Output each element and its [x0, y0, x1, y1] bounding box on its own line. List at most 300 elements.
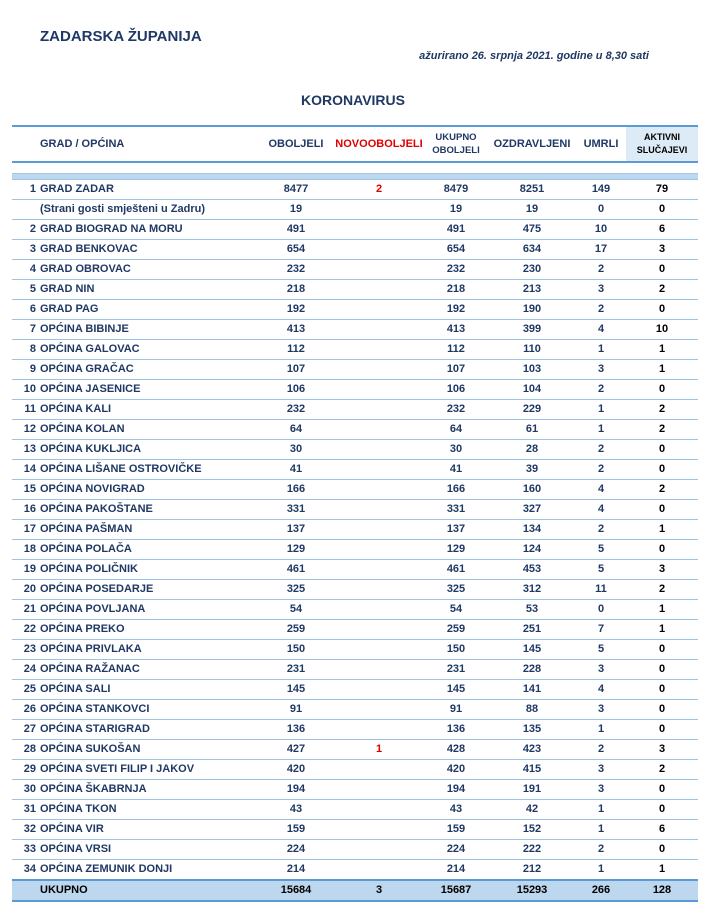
row-umrli: 1: [576, 860, 626, 881]
row-number: 25: [12, 680, 40, 700]
row-name: OPĆINA STARIGRAD: [40, 720, 258, 740]
updated-note: ažurirano 26. srpnja 2021. godine u 8,30 sati: [419, 50, 649, 62]
row-name: OPĆINA ŠKABRNJA: [40, 780, 258, 800]
row-novooboljeli: [334, 460, 424, 480]
row-ozdravljeni: 103: [488, 360, 576, 380]
row-name: OPĆINA ZEMUNIK DONJI: [40, 860, 258, 881]
row-novooboljeli: [334, 260, 424, 280]
row-novooboljeli: [334, 240, 424, 260]
table-row: [12, 520, 698, 540]
row-oboljeli: 427: [258, 740, 334, 760]
row-novooboljeli: [334, 500, 424, 520]
row-ozdravljeni: 145: [488, 640, 576, 660]
row-novooboljeli: [334, 660, 424, 680]
table-row: [12, 280, 698, 300]
row-aktivni: 0: [626, 300, 698, 320]
row-name: GRAD PAG: [40, 300, 258, 320]
row-ozdravljeni: 327: [488, 500, 576, 520]
table-row: [12, 860, 698, 881]
table-row: [12, 200, 698, 220]
row-ukupno: 325: [424, 580, 488, 600]
table-row: [12, 560, 698, 580]
row-aktivni: 0: [626, 780, 698, 800]
row-number: 15: [12, 480, 40, 500]
row-number: 1: [12, 180, 40, 200]
row-ozdravljeni: 228: [488, 660, 576, 680]
row-umrli: 4: [576, 480, 626, 500]
table-row: [12, 220, 698, 240]
row-umrli: 2: [576, 300, 626, 320]
col-header-aktivni: [626, 126, 698, 162]
table-body: [12, 162, 698, 880]
row-oboljeli: 420: [258, 760, 334, 780]
row-ukupno: 159: [424, 820, 488, 840]
row-aktivni: 0: [626, 380, 698, 400]
row-oboljeli: 259: [258, 620, 334, 640]
row-novooboljeli: [334, 720, 424, 740]
row-oboljeli: 30: [258, 440, 334, 460]
row-ukupno: 231: [424, 660, 488, 680]
row-oboljeli: 194: [258, 780, 334, 800]
table-row: [12, 540, 698, 560]
row-number: 18: [12, 540, 40, 560]
row-ozdravljeni: 312: [488, 580, 576, 600]
row-novooboljeli: [334, 760, 424, 780]
row-name: OPĆINA TKON: [40, 800, 258, 820]
row-novooboljeli: [334, 600, 424, 620]
table-row: [12, 680, 698, 700]
row-umrli: 3: [576, 760, 626, 780]
row-oboljeli: 64: [258, 420, 334, 440]
row-name: OPĆINA KUKLJICA: [40, 440, 258, 460]
table-row: [12, 740, 698, 760]
row-oboljeli: 214: [258, 860, 334, 881]
row-aktivni: 1: [626, 360, 698, 380]
row-number: 11: [12, 400, 40, 420]
row-oboljeli: 232: [258, 260, 334, 280]
row-umrli: 7: [576, 620, 626, 640]
row-number: 34: [12, 860, 40, 881]
row-number: [12, 200, 40, 220]
row-novooboljeli: [334, 520, 424, 540]
row-umrli: 1: [576, 340, 626, 360]
table-row: [12, 260, 698, 280]
row-ozdravljeni: 423: [488, 740, 576, 760]
total-novo: 3: [334, 880, 424, 901]
row-number: 23: [12, 640, 40, 660]
total-row: [12, 880, 698, 901]
row-name: OPĆINA KOLAN: [40, 420, 258, 440]
row-ozdravljeni: 39: [488, 460, 576, 480]
row-oboljeli: 159: [258, 820, 334, 840]
row-umrli: 2: [576, 840, 626, 860]
row-aktivni: 0: [626, 700, 698, 720]
row-number: 16: [12, 500, 40, 520]
row-ozdravljeni: 135: [488, 720, 576, 740]
row-ukupno: 30: [424, 440, 488, 460]
county-title: ZADARSKA ŽUPANIJA: [40, 28, 202, 45]
row-novooboljeli: [334, 780, 424, 800]
row-oboljeli: 150: [258, 640, 334, 660]
row-aktivni: 2: [626, 480, 698, 500]
row-umrli: 4: [576, 320, 626, 340]
row-novooboljeli: [334, 860, 424, 881]
row-aktivni: 0: [626, 800, 698, 820]
row-aktivni: 3: [626, 240, 698, 260]
cases-table: [12, 125, 698, 902]
row-aktivni: 2: [626, 760, 698, 780]
row-umrli: 5: [576, 540, 626, 560]
row-number: 22: [12, 620, 40, 640]
row-ukupno: 166: [424, 480, 488, 500]
row-ozdravljeni: 141: [488, 680, 576, 700]
row-oboljeli: 491: [258, 220, 334, 240]
row-ozdravljeni: 28: [488, 440, 576, 460]
col-header-aktivni-line1: AKTIVNI: [644, 132, 680, 142]
row-ukupno: 259: [424, 620, 488, 640]
row-name: OPĆINA SUKOŠAN: [40, 740, 258, 760]
row-umrli: 5: [576, 640, 626, 660]
row-aktivni: 2: [626, 400, 698, 420]
row-ukupno: 218: [424, 280, 488, 300]
col-header-umrli: UMRLI: [576, 126, 626, 162]
row-ukupno: 41: [424, 460, 488, 480]
row-number: 32: [12, 820, 40, 840]
row-number: 14: [12, 460, 40, 480]
table-row: [12, 580, 698, 600]
row-umrli: 1: [576, 820, 626, 840]
spacer-row: [12, 162, 698, 174]
row-novooboljeli: [334, 560, 424, 580]
total-oboljeli: 15684: [258, 880, 334, 901]
row-oboljeli: 41: [258, 460, 334, 480]
row-oboljeli: 192: [258, 300, 334, 320]
row-aktivni: 2: [626, 580, 698, 600]
row-umrli: 5: [576, 560, 626, 580]
row-umrli: 2: [576, 740, 626, 760]
row-aktivni: 6: [626, 820, 698, 840]
row-oboljeli: 331: [258, 500, 334, 520]
row-ozdravljeni: 251: [488, 620, 576, 640]
row-name: OPĆINA POSEDARJE: [40, 580, 258, 600]
row-novooboljeli: [334, 680, 424, 700]
row-ukupno: 136: [424, 720, 488, 740]
row-name: OPĆINA VIR: [40, 820, 258, 840]
row-ukupno: 91: [424, 700, 488, 720]
row-novooboljeli: [334, 420, 424, 440]
row-aktivni: 1: [626, 340, 698, 360]
row-novooboljeli: [334, 200, 424, 220]
row-name: OPĆINA VRSI: [40, 840, 258, 860]
table-row: [12, 480, 698, 500]
row-novooboljeli: [334, 300, 424, 320]
row-ozdravljeni: 212: [488, 860, 576, 881]
row-umrli: 3: [576, 660, 626, 680]
page-title: KORONAVIRUS: [301, 92, 405, 108]
row-ukupno: 232: [424, 400, 488, 420]
row-ozdravljeni: 88: [488, 700, 576, 720]
row-number: 5: [12, 280, 40, 300]
row-umrli: 3: [576, 780, 626, 800]
row-aktivni: 0: [626, 660, 698, 680]
row-name: GRAD NIN: [40, 280, 258, 300]
row-aktivni: 1: [626, 520, 698, 540]
col-header-novooboljeli: NOVOOBOLJELI: [334, 126, 424, 162]
row-umrli: 1: [576, 800, 626, 820]
row-ukupno: 150: [424, 640, 488, 660]
row-ukupno: 137: [424, 520, 488, 540]
row-novooboljeli: [334, 280, 424, 300]
table-row: [12, 600, 698, 620]
row-novooboljeli: [334, 580, 424, 600]
row-novooboljeli: [334, 640, 424, 660]
row-novooboljeli: [334, 360, 424, 380]
row-ozdravljeni: 110: [488, 340, 576, 360]
row-name: OPĆINA RAŽANAC: [40, 660, 258, 680]
row-ukupno: 107: [424, 360, 488, 380]
col-header-ukupno-line2: OBOLJELI: [432, 145, 480, 156]
table-row: [12, 760, 698, 780]
row-novooboljeli: 2: [334, 180, 424, 200]
table-row: [12, 440, 698, 460]
row-number: 30: [12, 780, 40, 800]
row-umrli: 0: [576, 600, 626, 620]
row-oboljeli: 8477: [258, 180, 334, 200]
row-ozdravljeni: 399: [488, 320, 576, 340]
row-novooboljeli: 1: [334, 740, 424, 760]
row-aktivni: 0: [626, 840, 698, 860]
col-header-name: GRAD / OPĆINA: [12, 126, 258, 162]
row-oboljeli: 136: [258, 720, 334, 740]
row-ukupno: 331: [424, 500, 488, 520]
row-aktivni: 1: [626, 860, 698, 881]
total-ukupno: 15687: [424, 880, 488, 901]
row-name: OPĆINA SALI: [40, 680, 258, 700]
row-ozdravljeni: 42: [488, 800, 576, 820]
row-ozdravljeni: 475: [488, 220, 576, 240]
row-aktivni: 2: [626, 420, 698, 440]
table-row: [12, 380, 698, 400]
row-aktivni: 1: [626, 620, 698, 640]
row-number: 21: [12, 600, 40, 620]
row-number: 17: [12, 520, 40, 540]
row-aktivni: 0: [626, 640, 698, 660]
table-row: [12, 820, 698, 840]
row-name: GRAD BENKOVAC: [40, 240, 258, 260]
row-ukupno: 112: [424, 340, 488, 360]
row-umrli: 17: [576, 240, 626, 260]
row-oboljeli: 112: [258, 340, 334, 360]
row-ukupno: 145: [424, 680, 488, 700]
row-novooboljeli: [334, 400, 424, 420]
row-oboljeli: 413: [258, 320, 334, 340]
row-umrli: 2: [576, 260, 626, 280]
row-aktivni: 1: [626, 600, 698, 620]
row-name: GRAD ZADAR: [40, 180, 258, 200]
row-ukupno: 192: [424, 300, 488, 320]
row-oboljeli: 325: [258, 580, 334, 600]
row-umrli: 4: [576, 680, 626, 700]
row-ukupno: 654: [424, 240, 488, 260]
row-number: 20: [12, 580, 40, 600]
row-oboljeli: 106: [258, 380, 334, 400]
row-number: 12: [12, 420, 40, 440]
table-row: [12, 180, 698, 200]
row-oboljeli: 43: [258, 800, 334, 820]
row-ozdravljeni: 415: [488, 760, 576, 780]
row-ukupno: 194: [424, 780, 488, 800]
row-name: OPĆINA PAKOŠTANE: [40, 500, 258, 520]
row-novooboljeli: [334, 820, 424, 840]
row-name: OPĆINA JASENICE: [40, 380, 258, 400]
row-aktivni: 0: [626, 680, 698, 700]
row-aktivni: 0: [626, 540, 698, 560]
col-header-ozdravljeni: OZDRAVLJENI: [488, 126, 576, 162]
row-umrli: 1: [576, 420, 626, 440]
table-row: [12, 720, 698, 740]
row-novooboljeli: [334, 540, 424, 560]
row-ukupno: 19: [424, 200, 488, 220]
row-ukupno: 224: [424, 840, 488, 860]
row-aktivni: 6: [626, 220, 698, 240]
row-name: OPĆINA STANKOVCI: [40, 700, 258, 720]
row-umrli: 3: [576, 280, 626, 300]
row-umrli: 10: [576, 220, 626, 240]
row-ukupno: 64: [424, 420, 488, 440]
row-umrli: 149: [576, 180, 626, 200]
row-oboljeli: 107: [258, 360, 334, 380]
table-row: [12, 460, 698, 480]
row-ozdravljeni: 229: [488, 400, 576, 420]
row-ukupno: 461: [424, 560, 488, 580]
row-name: OPĆINA POLAČA: [40, 540, 258, 560]
row-number: 6: [12, 300, 40, 320]
table-row: [12, 700, 698, 720]
row-ozdravljeni: 230: [488, 260, 576, 280]
row-name: OPĆINA GALOVAC: [40, 340, 258, 360]
row-oboljeli: 218: [258, 280, 334, 300]
col-header-ukupno-oboljeli: [424, 126, 488, 162]
row-name: OPĆINA NOVIGRAD: [40, 480, 258, 500]
row-ozdravljeni: 191: [488, 780, 576, 800]
row-oboljeli: 91: [258, 700, 334, 720]
row-novooboljeli: [334, 620, 424, 640]
row-ozdravljeni: 222: [488, 840, 576, 860]
row-name: OPĆINA BIBINJE: [40, 320, 258, 340]
row-name: OPĆINA GRAČAC: [40, 360, 258, 380]
row-novooboljeli: [334, 220, 424, 240]
row-aktivni: 0: [626, 260, 698, 280]
row-ukupno: 8479: [424, 180, 488, 200]
row-ukupno: 129: [424, 540, 488, 560]
row-number: 10: [12, 380, 40, 400]
row-ukupno: 491: [424, 220, 488, 240]
row-aktivni: 0: [626, 460, 698, 480]
row-oboljeli: 54: [258, 600, 334, 620]
row-umrli: 2: [576, 440, 626, 460]
row-oboljeli: 129: [258, 540, 334, 560]
row-novooboljeli: [334, 840, 424, 860]
row-name: GRAD OBROVAC: [40, 260, 258, 280]
row-oboljeli: 19: [258, 200, 334, 220]
row-ukupno: 413: [424, 320, 488, 340]
row-ozdravljeni: 134: [488, 520, 576, 540]
table-row: [12, 500, 698, 520]
row-ozdravljeni: 634: [488, 240, 576, 260]
row-novooboljeli: [334, 700, 424, 720]
row-number: 26: [12, 700, 40, 720]
row-ozdravljeni: 124: [488, 540, 576, 560]
row-ukupno: 428: [424, 740, 488, 760]
row-number: 8: [12, 340, 40, 360]
row-name: OPĆINA KALI: [40, 400, 258, 420]
row-ukupno: 43: [424, 800, 488, 820]
row-number: 19: [12, 560, 40, 580]
row-ozdravljeni: 61: [488, 420, 576, 440]
row-number: 13: [12, 440, 40, 460]
row-name: OPĆINA PRIVLAKA: [40, 640, 258, 660]
row-novooboljeli: [334, 320, 424, 340]
total-label: UKUPNO: [40, 880, 258, 901]
row-aktivni: 3: [626, 560, 698, 580]
row-aktivni: 3: [626, 740, 698, 760]
row-umrli: 11: [576, 580, 626, 600]
row-ozdravljeni: 213: [488, 280, 576, 300]
row-umrli: 2: [576, 520, 626, 540]
row-number: 33: [12, 840, 40, 860]
table-row: [12, 340, 698, 360]
row-ukupno: 54: [424, 600, 488, 620]
table-row: [12, 640, 698, 660]
row-oboljeli: 461: [258, 560, 334, 580]
row-umrli: 3: [576, 360, 626, 380]
row-name: OPĆINA POLIČNIK: [40, 560, 258, 580]
table-row: [12, 240, 698, 260]
row-novooboljeli: [334, 800, 424, 820]
row-ukupno: 214: [424, 860, 488, 881]
row-umrli: 2: [576, 460, 626, 480]
row-name: OPĆINA PREKO: [40, 620, 258, 640]
row-oboljeli: 232: [258, 400, 334, 420]
row-novooboljeli: [334, 380, 424, 400]
row-umrli: 2: [576, 380, 626, 400]
row-aktivni: 10: [626, 320, 698, 340]
row-umrli: 3: [576, 700, 626, 720]
row-novooboljeli: [334, 480, 424, 500]
row-number: 2: [12, 220, 40, 240]
table-row: [12, 320, 698, 340]
row-novooboljeli: [334, 340, 424, 360]
row-aktivni: 2: [626, 280, 698, 300]
row-number: 4: [12, 260, 40, 280]
row-number: 7: [12, 320, 40, 340]
table-header-row: [12, 126, 698, 162]
row-ozdravljeni: 104: [488, 380, 576, 400]
row-oboljeli: 166: [258, 480, 334, 500]
table-row: [12, 800, 698, 820]
row-oboljeli: 145: [258, 680, 334, 700]
row-number: 31: [12, 800, 40, 820]
row-aktivni: 0: [626, 720, 698, 740]
row-novooboljeli: [334, 440, 424, 460]
row-name: (Strani gosti smješteni u Zadru): [40, 200, 258, 220]
table-row: [12, 420, 698, 440]
row-umrli: 0: [576, 200, 626, 220]
row-number: 29: [12, 760, 40, 780]
row-aktivni: 79: [626, 180, 698, 200]
row-umrli: 4: [576, 500, 626, 520]
row-umrli: 1: [576, 720, 626, 740]
